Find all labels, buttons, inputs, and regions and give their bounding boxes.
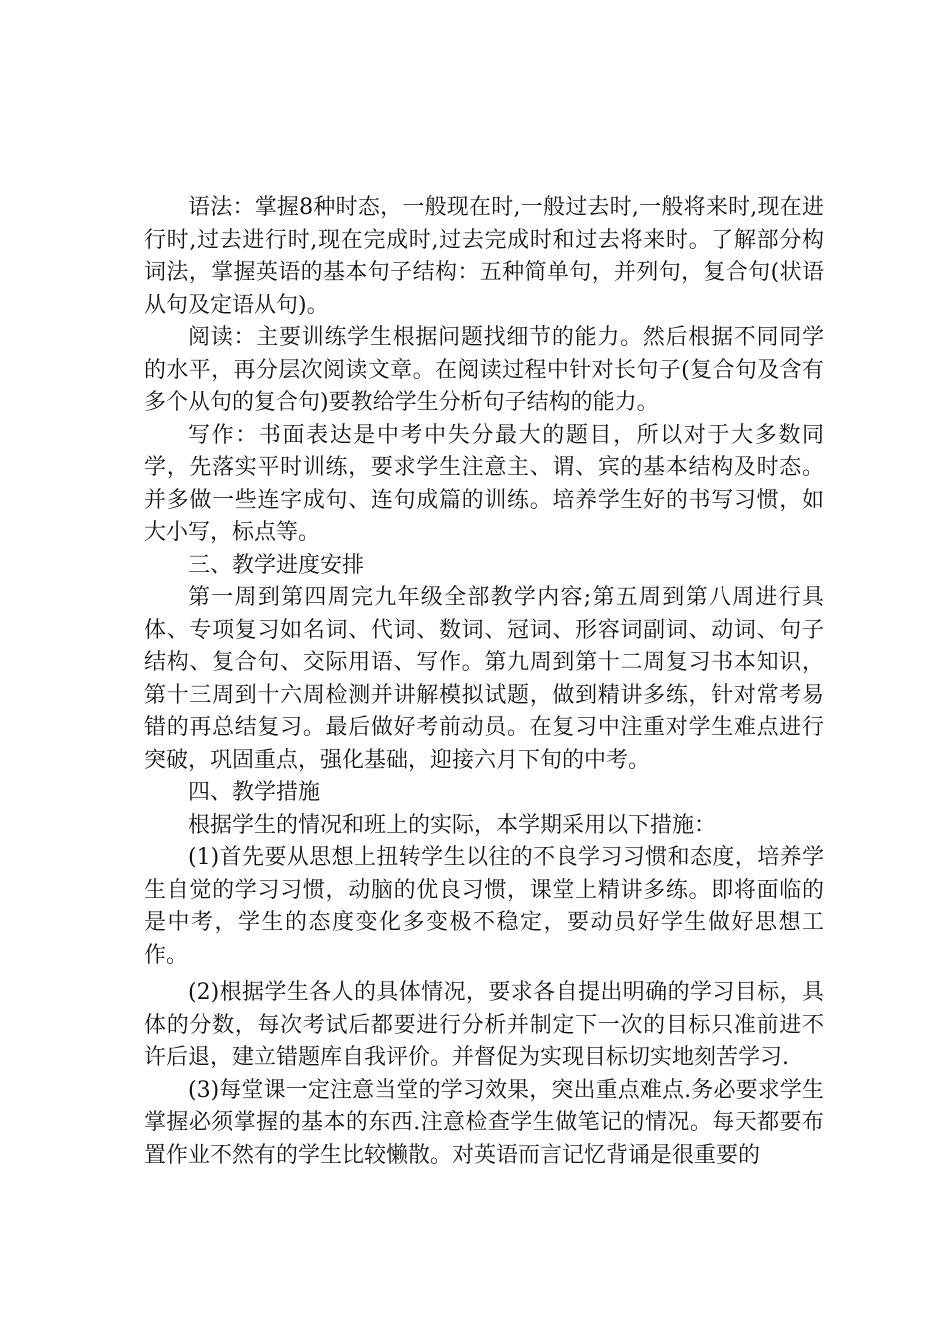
paragraph-reading: 阅读：主要训练学生根据问题找细节的能力。然后根据不同同学的水平，再分层次阅读文章。在阅读过程中针对长句子(复合句及含有多个从句的复合句)要教给学生分析句子结构的能力。	[144, 325, 824, 415]
section-heading-measures: 四、教学措施	[188, 780, 321, 805]
paragraph-measure-1: (1)首先要从思想上扭转学生以往的不良学习习惯和态度，培养学生自觉的学习习惯，动脑的优良习惯，课堂上精讲多练。即将面临的是中考，学生的态度变化多变极不稳定，要动员好学生做好思想工作。	[144, 845, 824, 968]
paragraph-measures-intro: 根据学生的情况和班上的实际，本学期采用以下措施：	[188, 812, 717, 838]
paragraph-writing: 写作：书面表达是中考中失分最大的题目，所以对于大多数同学，先落实平时训练，要求学生注意主、谓、宾的基本结构及时态。并多做一些连字成句、连句成篇的训练。培养学生好的书写习惯，如大小写，标点等。	[144, 422, 824, 545]
document-body	[144, 192, 824, 1172]
paragraph-schedule: 第一周到第四周完九年级全部教学内容;第五周到第八周进行具体、专项复习如名词、代词、数词、冠词、形容词副词、动词、句子结构、复合句、交际用语、写作。第九周到第十二周复习书本知识，第十三周到十六周检测并讲解模拟试题，做到精讲多练，针对常考易错的再总结复习。最后做好考前动员。在复习中注重对学生难点进行突破，巩固重点，强化基础，迎接六月下旬的中考。	[144, 585, 824, 773]
paragraph-measure-3: (3)每堂课一定注意当堂的学习效果，突出重点难点.务必要求学生掌握必须掌握的基本的东西.注意检查学生做笔记的情况。每天都要布置作业不然有的学生比较懒散。对英语而言记忆背诵是很重要的	[144, 1077, 824, 1168]
paragraph-measure-2: (2)根据学生各人的具体情况，要求各自提出明确的学习目标，具体的分数，每次考试后都要进行分析并制定下一次的目标只准前进不许后退，建立错题库自我评价。并督促为实现目标切实地刻苦学习.	[144, 980, 824, 1070]
section-heading-schedule: 三、教学进度安排	[188, 552, 365, 578]
paragraph-grammar: 语法：掌握8种时态，一般现在时,一般过去时,一般将来时,现在进行时,过去进行时,现在完成时,过去完成时和过去将来时。了解部分构词法，掌握英语的基本句子结构：五种简单句，并列句，复合句(状语从句及定语从句)。	[144, 195, 824, 318]
